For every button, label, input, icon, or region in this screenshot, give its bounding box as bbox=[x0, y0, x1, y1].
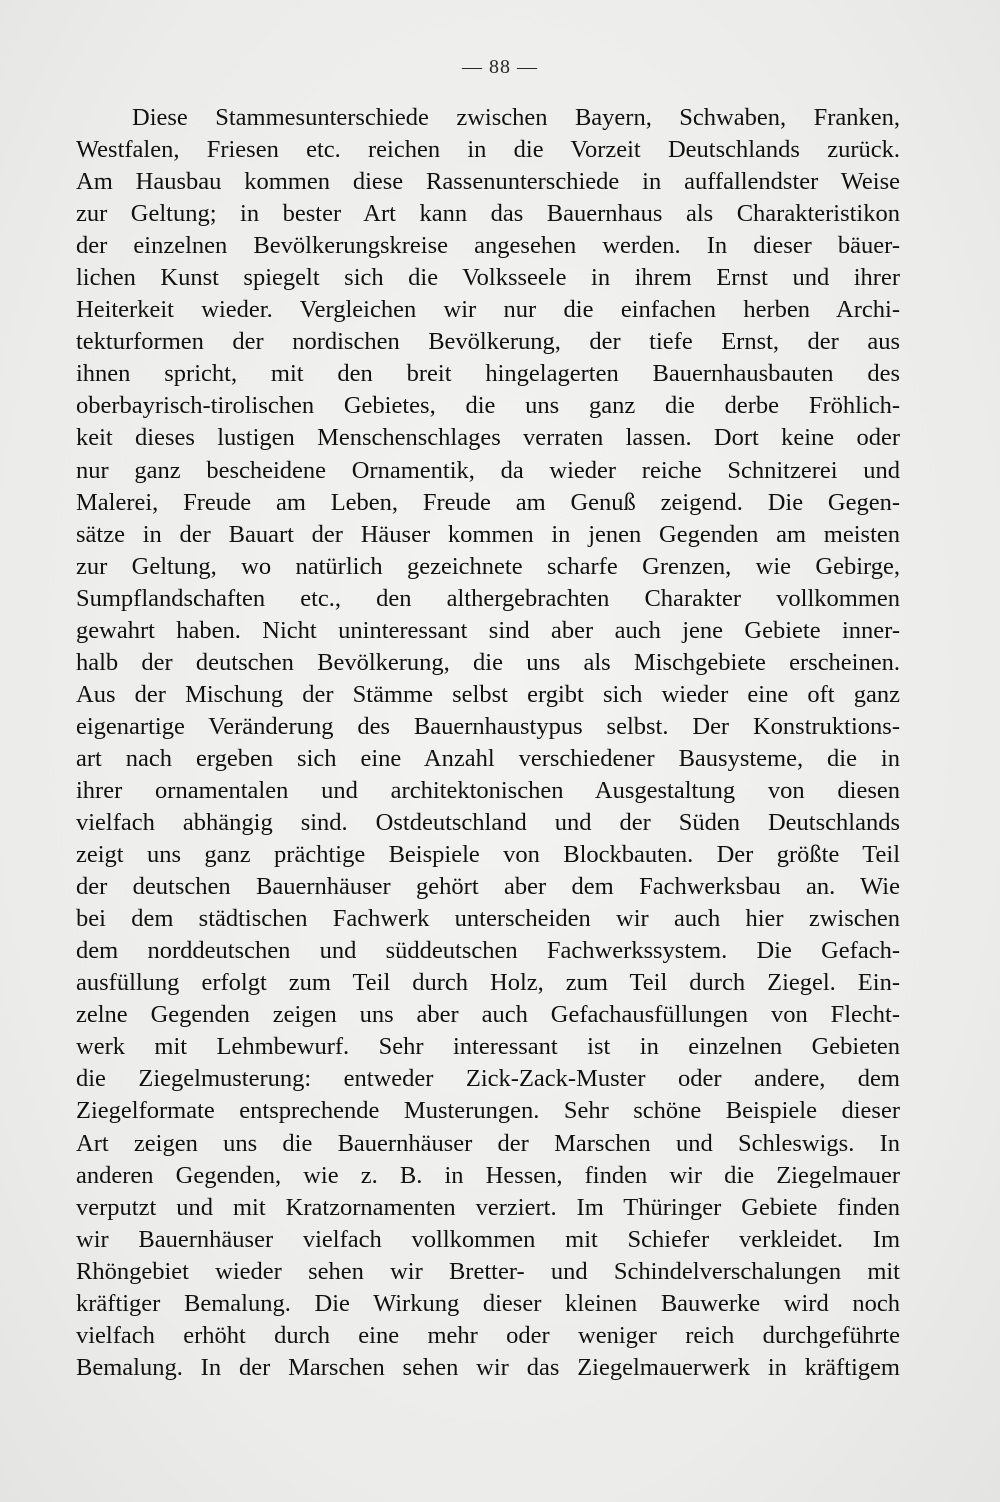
text-line: tekturformen der nordischen Bevölkerung, der tiefe Ernst, der aus bbox=[76, 328, 900, 356]
text-line: anderen Gegenden, wie z. B. in Hessen, finden wir die Ziegelmauer bbox=[76, 1161, 900, 1189]
text-line: Rhöngebiet wieder sehen wir Bretter- und Schindelverschalungen mit bbox=[76, 1257, 900, 1285]
text-line: Art zeigen uns die Bauernhäuser der Marschen und Schleswigs. In bbox=[76, 1129, 900, 1157]
text-line: zur Geltung, wo natürlich gezeichnete scharfe Grenzen, wie Gebirge, bbox=[76, 552, 900, 580]
text-line: der deutschen Bauernhäuser gehört aber dem Fachwerksbau an. Wie bbox=[76, 873, 900, 901]
text-line: zelne Gegenden zeigen uns aber auch Gefachausfüllungen von Flecht- bbox=[76, 1001, 900, 1029]
text-line: wir Bauernhäuser vielfach vollkommen mit Schiefer verkleidet. Im bbox=[76, 1225, 900, 1253]
text-line: Sumpflandschaften etc., den althergebrachten Charakter vollkommen bbox=[76, 584, 900, 612]
text-line: sätze in der Bauart der Häuser kommen in jenen Gegenden am meisten bbox=[76, 520, 900, 548]
text-line: dem norddeutschen und süddeutschen Fachwerkssystem. Die Gefach- bbox=[76, 937, 900, 965]
text-line: lichen Kunst spiegelt sich die Volksseele in ihrem Ernst und ihrer bbox=[76, 264, 900, 292]
text-line: gewahrt haben. Nicht uninteressant sind aber auch jene Gebiete inner- bbox=[76, 616, 900, 644]
text-line: nur ganz bescheidene Ornamentik, da wieder reiche Schnitzerei und bbox=[76, 456, 900, 484]
text-line: der einzelnen Bevölkerungskreise angesehen werden. In dieser bäuer- bbox=[76, 232, 900, 260]
text-line: vielfach abhängig sind. Ostdeutschland und der Süden Deutschlands bbox=[76, 809, 900, 837]
body-text bbox=[76, 102, 900, 1384]
page-number: — 88 — bbox=[462, 56, 538, 78]
text-line: zur Geltung; in bester Art kann das Bauernhaus als Charakteristikon bbox=[76, 200, 900, 228]
text-line: zeigt uns ganz prächtige Beispiele von Blockbauten. Der größte Teil bbox=[76, 841, 900, 869]
text-line: bei dem städtischen Fachwerk unterscheiden wir auch hier zwischen bbox=[76, 905, 900, 933]
text-line: oberbayrisch-tirolischen Gebietes, die uns ganz die derbe Fröhlich- bbox=[76, 392, 900, 420]
text-line: keit dieses lustigen Menschenschlages verraten lassen. Dort keine oder bbox=[76, 424, 900, 452]
text-line: ihrer ornamentalen und architektonischen Ausgestaltung von diesen bbox=[76, 776, 900, 804]
text-line: ihnen spricht, mit den breit hingelagerten Bauernhausbauten des bbox=[76, 360, 900, 388]
text-line: Diese Stammesunterschiede zwischen Bayern, Schwaben, Franken, bbox=[132, 104, 900, 131]
text-line: vielfach erhöht durch eine mehr oder weniger reich durchgeführte bbox=[76, 1321, 900, 1349]
text-line: halb der deutschen Bevölkerung, die uns als Mischgebiete erscheinen. bbox=[76, 648, 900, 676]
text-line: Am Hausbau kommen diese Rassenunterschiede in auffallendster Weise bbox=[76, 168, 900, 196]
text-line: Westfalen, Friesen etc. reichen in die Vorzeit Deutschlands zurück. bbox=[76, 136, 900, 164]
text-line: eigenartige Veränderung des Bauernhaustypus selbst. Der Konstruktions- bbox=[76, 712, 900, 740]
text-line: Ziegelformate entsprechende Musterungen. Sehr schöne Beispiele dieser bbox=[76, 1097, 900, 1125]
text-line: Aus der Mischung der Stämme selbst ergibt sich wieder eine oft ganz bbox=[76, 680, 900, 708]
text-line: ausfüllung erfolgt zum Teil durch Holz, zum Teil durch Ziegel. Ein- bbox=[76, 969, 900, 997]
text-line: die Ziegelmusterung: entweder Zick-Zack-Muster oder andere, dem bbox=[76, 1065, 900, 1093]
text-line: art nach ergeben sich eine Anzahl verschiedener Bausysteme, die in bbox=[76, 744, 900, 772]
text-line: Heiterkeit wieder. Vergleichen wir nur die einfachen herben Archi- bbox=[76, 296, 900, 324]
text-line: Bemalung. In der Marschen sehen wir das Ziegelmauerwerk in kräftigem bbox=[76, 1353, 900, 1381]
text-line: Malerei, Freude am Leben, Freude am Genuß zeigend. Die Gegen- bbox=[76, 488, 900, 516]
text-line: werk mit Lehmbewurf. Sehr interessant ist in einzelnen Gebieten bbox=[76, 1033, 900, 1061]
text-line: kräftiger Bemalung. Die Wirkung dieser kleinen Bauwerke wird noch bbox=[76, 1289, 900, 1317]
text-line: verputzt und mit Kratzornamenten verziert. Im Thüringer Gebiete finden bbox=[76, 1193, 900, 1221]
